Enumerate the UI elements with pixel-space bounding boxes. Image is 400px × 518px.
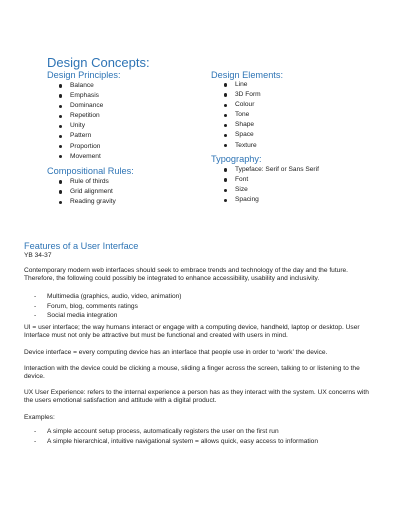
- compositional-rules-list: [70, 177, 116, 207]
- examples-label: Examples:: [24, 414, 55, 421]
- reference-text: YB 34-37: [24, 252, 52, 259]
- compositional-rules-heading: Compositional Rules:: [47, 166, 134, 176]
- list-item: Repetition: [70, 111, 103, 121]
- device-paragraph: [24, 349, 376, 357]
- list-item: 3D Form: [235, 90, 261, 100]
- design-elements-heading: Design Elements:: [211, 70, 284, 80]
- list-item: Rule of thirds: [70, 177, 116, 187]
- ui-paragraph: [24, 324, 376, 341]
- list-item: Spacing: [235, 195, 319, 205]
- ui-text: UI = user interface; the way humans interact or engage with a computing device, handheld, laptop or desktop. User Interface must not only be attractive but must be functional and created with users in mind.: [24, 324, 360, 340]
- list-item: - Forum, blog, comments ratings: [47, 302, 182, 312]
- page-title: Design Concepts:: [47, 55, 150, 70]
- list-item: Size: [235, 185, 319, 195]
- list-item: Pattern: [70, 131, 103, 141]
- intro-paragraph: [24, 267, 376, 284]
- ux-text: UX User Experience: refers to the internal experience a person has as they interact with the system. UX concerns with the users emotional satisfaction and attitude with a digital product.: [24, 389, 369, 405]
- list-item: Grid alignment: [70, 187, 116, 197]
- examples-list: [47, 427, 318, 446]
- list-item: Typeface: Serif or Sans Serif: [235, 165, 319, 175]
- intro-text: Contemporary modern web interfaces should seek to embrace trends and technology of the day and the future. Therefore, the following could possibly be integrated to enhance accessibility, usability and inclusivity.: [24, 267, 349, 283]
- typography-heading: Typography:: [211, 154, 262, 164]
- list-item: Reading gravity: [70, 197, 116, 207]
- list-item: Colour: [235, 100, 261, 110]
- list-item: Shape: [235, 120, 261, 130]
- features-list: [47, 292, 182, 321]
- list-item: - Multimedia (graphics, audio, video, animation): [47, 292, 182, 302]
- list-item: Space: [235, 130, 261, 140]
- design-principles-heading: Design Principles:: [47, 70, 121, 80]
- interaction-paragraph: [24, 365, 376, 382]
- list-item: Tone: [235, 110, 261, 120]
- list-item: - A simple hierarchical, intuitive navigational system = allows quick, easy access to information: [47, 437, 318, 447]
- list-item: - A simple account setup process, automatically registers the user on the first run: [47, 427, 318, 437]
- ux-paragraph: [24, 389, 376, 406]
- list-item: Dominance: [70, 101, 103, 111]
- list-item: Texture: [235, 141, 261, 151]
- list-item: Line: [235, 80, 261, 90]
- list-item: Movement: [70, 152, 103, 162]
- list-item: Proportion: [70, 142, 103, 152]
- list-item: Font: [235, 175, 319, 185]
- design-elements-list: [235, 80, 261, 151]
- design-principles-list: [70, 81, 103, 162]
- interaction-text: Interaction with the device could be clicking a mouse, sliding a finger across the screen, talking to or listening to the device.: [24, 365, 360, 381]
- list-item: Emphasis: [70, 91, 103, 101]
- typography-list: [235, 165, 319, 205]
- list-item: Unity: [70, 121, 103, 131]
- device-text: Device interface = every computing device has an interface that people use in order to ‘work’ the device.: [24, 349, 328, 356]
- list-item: Balance: [70, 81, 103, 91]
- list-item: - Social media integration: [47, 311, 182, 321]
- section-heading: Features of a User Interface: [24, 241, 139, 251]
